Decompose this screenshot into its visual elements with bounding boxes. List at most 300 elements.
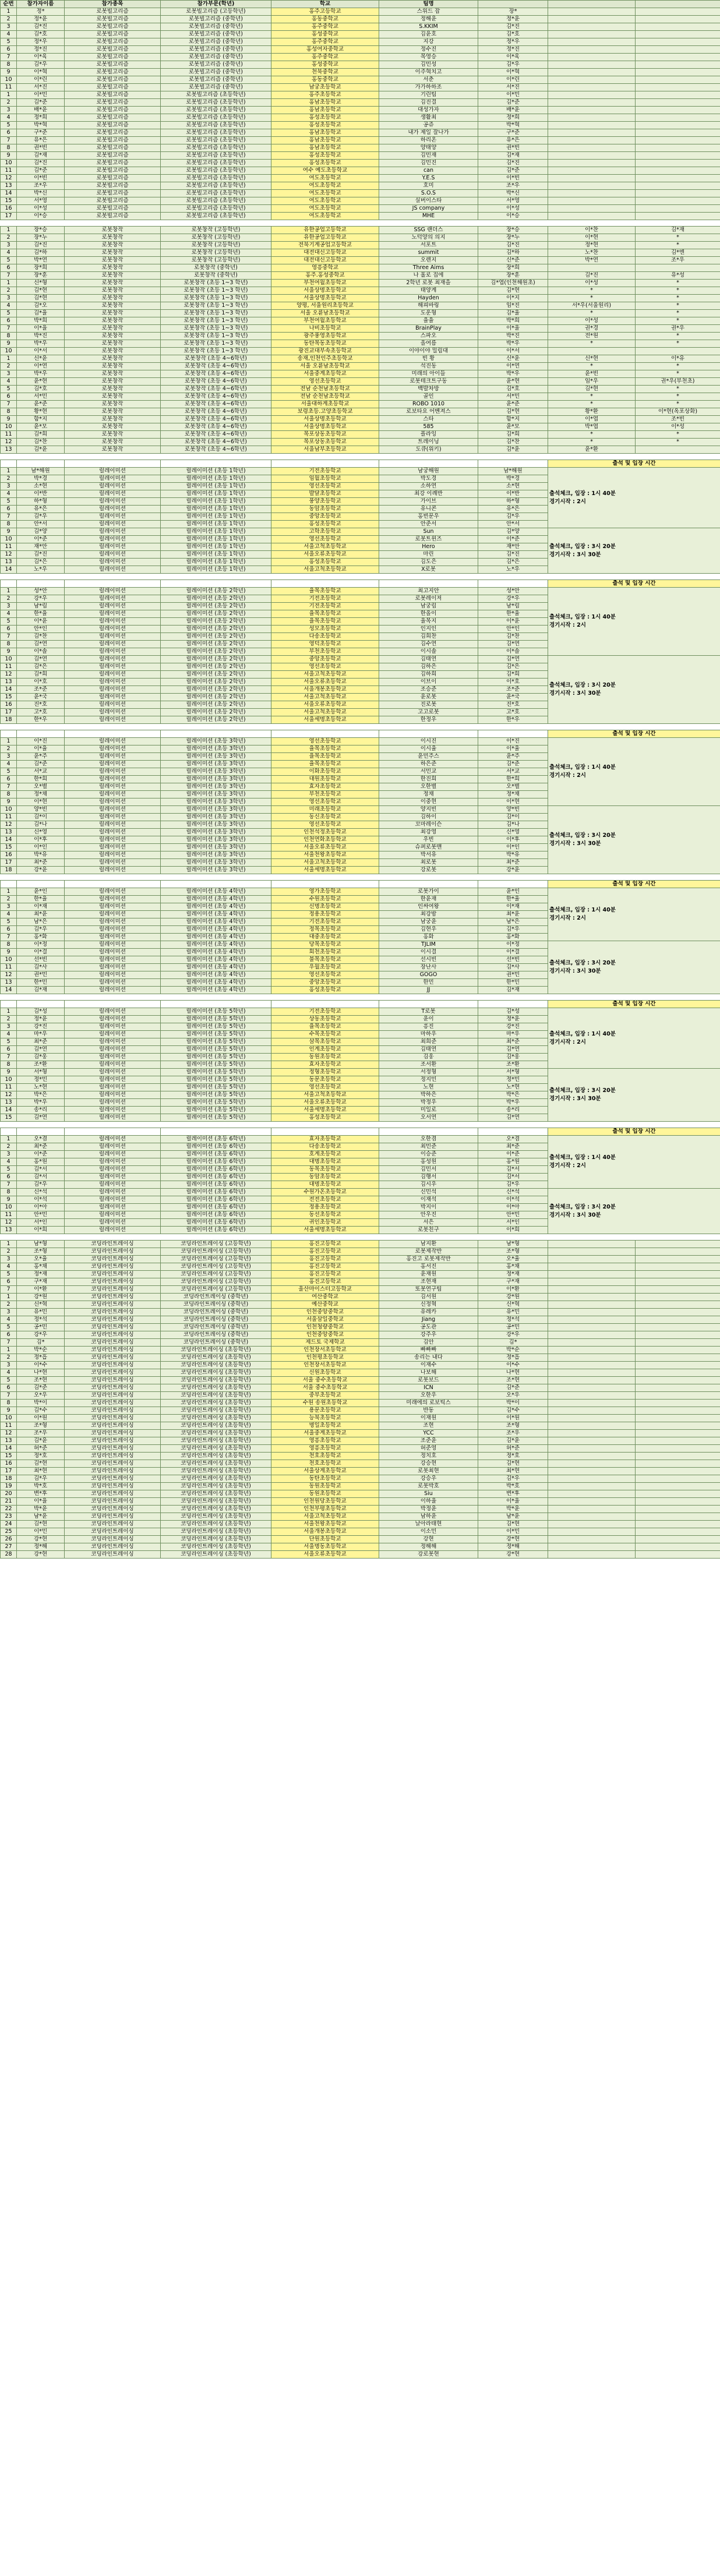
- cell[interactable]: 9: [1, 949, 17, 956]
- cell[interactable]: 릴레이미션: [65, 1166, 161, 1174]
- cell[interactable]: 남*윤: [17, 1513, 65, 1521]
- cell[interactable]: 6: [1, 46, 17, 54]
- cell[interactable]: *: [636, 340, 720, 348]
- cell[interactable]: 강*현: [478, 1551, 548, 1559]
- cell[interactable]: 서*민: [17, 393, 65, 401]
- cell[interactable]: 조*현: [17, 1377, 65, 1384]
- cell[interactable]: 허준영: [379, 1445, 478, 1453]
- cell[interactable]: 박정윤: [379, 1506, 478, 1513]
- cell[interactable]: MHE: [379, 213, 478, 220]
- cell[interactable]: 조준윤: [379, 1437, 478, 1445]
- cell[interactable]: 김*호: [17, 31, 65, 38]
- cell[interactable]: 11: [1, 84, 17, 91]
- cell[interactable]: 1: [1, 738, 17, 745]
- cell[interactable]: 이*환: [17, 1286, 65, 1294]
- cell[interactable]: 릴레이미션: [65, 836, 161, 844]
- cell[interactable]: 김*희: [17, 431, 65, 439]
- cell[interactable]: 릴레이미션 (초등 4학년): [161, 918, 271, 926]
- cell[interactable]: 13: [1, 829, 17, 836]
- cell[interactable]: Sun: [379, 528, 478, 536]
- cell[interactable]: 영선초등학교: [271, 536, 379, 543]
- cell[interactable]: 이*아: [478, 1204, 548, 1211]
- cell[interactable]: 노현: [379, 1084, 478, 1091]
- cell[interactable]: 도큐(위키): [379, 446, 478, 454]
- cell[interactable]: 율목초등학교: [271, 618, 379, 626]
- cell[interactable]: 로봇트윈즈: [379, 536, 478, 543]
- cell[interactable]: 8: [1, 408, 17, 416]
- cell[interactable]: 조*환: [478, 1061, 548, 1069]
- cell[interactable]: 김*이: [478, 814, 548, 821]
- cell[interactable]: [548, 31, 636, 38]
- cell[interactable]: 홍성초등학교: [271, 1114, 379, 1122]
- cell[interactable]: 6: [1, 506, 17, 513]
- cell[interactable]: 서울오류초등학교: [271, 679, 379, 686]
- cell[interactable]: 유*민: [17, 1309, 65, 1316]
- cell[interactable]: 이*원: [17, 1415, 65, 1422]
- cell[interactable]: 로봇창작: [65, 333, 161, 340]
- cell[interactable]: 1: [1, 91, 17, 99]
- cell[interactable]: 김*현: [17, 287, 65, 295]
- cell[interactable]: 신명초등학교: [271, 903, 379, 911]
- cell[interactable]: 로봇빌고리즘 (초등학년): [161, 167, 271, 175]
- cell[interactable]: 남*림: [17, 603, 65, 610]
- cell[interactable]: 로봇빌고리즘 (중학년): [161, 61, 271, 69]
- cell[interactable]: [548, 54, 636, 61]
- cell[interactable]: 정치호: [379, 1453, 478, 1460]
- cell[interactable]: 13: [1, 446, 17, 454]
- cell[interactable]: *: [636, 333, 720, 340]
- cell[interactable]: 기전초등학교: [271, 603, 379, 610]
- cell[interactable]: 코딩라인트레이싱 (초등학년): [161, 1362, 271, 1369]
- cell[interactable]: [636, 1331, 720, 1339]
- cell[interactable]: 회천초등학교: [271, 949, 379, 956]
- cell[interactable]: 10: [1, 536, 17, 543]
- cell[interactable]: 로봇빌고리즘: [65, 46, 161, 54]
- cell[interactable]: 백발차방: [379, 386, 478, 393]
- cell[interactable]: 6: [1, 129, 17, 137]
- cell[interactable]: [636, 1460, 720, 1468]
- cell[interactable]: 인천중앙중학교: [271, 1309, 379, 1316]
- cell[interactable]: 김*진: [17, 551, 65, 559]
- cell[interactable]: 대중초등학교: [271, 934, 379, 941]
- cell[interactable]: 로봇빌고리즘 (중학년): [161, 31, 271, 38]
- cell[interactable]: 코딩라인트레이싱 (고등학년): [161, 1263, 271, 1271]
- cell[interactable]: 릴레이미션: [65, 1099, 161, 1107]
- cell[interactable]: 인천중앙중학교: [271, 1331, 379, 1339]
- cell[interactable]: 영가초등학교: [271, 888, 379, 896]
- cell[interactable]: 로봇창작 (초등 1~3 학년): [161, 325, 271, 333]
- cell[interactable]: 서울상계초등학교: [271, 1468, 379, 1475]
- cell[interactable]: 김희찬: [379, 633, 478, 641]
- cell[interactable]: [636, 205, 720, 213]
- cell[interactable]: GOGO: [379, 971, 478, 979]
- cell[interactable]: 남*해원: [17, 468, 65, 475]
- cell[interactable]: [548, 76, 636, 84]
- cell[interactable]: 이*현(옥포상화): [636, 408, 720, 416]
- cell[interactable]: 강*현: [478, 1536, 548, 1543]
- cell[interactable]: 로봇빌고리즘 (초등학년): [161, 175, 271, 182]
- cell[interactable]: 기전초등학교: [271, 1008, 379, 1016]
- cell[interactable]: 릴레이미션: [65, 1054, 161, 1061]
- cell[interactable]: 구*재: [17, 1278, 65, 1286]
- cell[interactable]: *: [548, 287, 636, 295]
- cell[interactable]: 영흥초등학교: [271, 1437, 379, 1445]
- cell[interactable]: 4: [1, 31, 17, 38]
- cell[interactable]: 릴레이미션: [65, 1084, 161, 1091]
- cell[interactable]: 김*성: [478, 1008, 548, 1016]
- cell[interactable]: 13: [1, 1437, 17, 1445]
- cell[interactable]: 홍진고등학교: [271, 1271, 379, 1278]
- cell[interactable]: 정*희: [17, 114, 65, 122]
- cell[interactable]: [548, 137, 636, 144]
- cell[interactable]: 김*엔: [636, 249, 720, 257]
- cell[interactable]: 이*준: [17, 1151, 65, 1158]
- cell[interactable]: [636, 152, 720, 160]
- cell[interactable]: 당목초등학교: [271, 941, 379, 949]
- cell[interactable]: 영선초등학교: [271, 483, 379, 490]
- cell[interactable]: 11: [1, 1211, 17, 1219]
- cell[interactable]: 김*윤: [17, 446, 65, 454]
- cell[interactable]: 김*은: [478, 663, 548, 671]
- cell[interactable]: 이*인: [17, 844, 65, 851]
- cell[interactable]: 1: [1, 355, 17, 363]
- cell[interactable]: 홍성여자중학교: [271, 46, 379, 54]
- cell[interactable]: 15: [1, 197, 17, 205]
- cell[interactable]: 릴레이미션: [65, 1114, 161, 1122]
- cell[interactable]: 1: [1, 1008, 17, 1016]
- cell[interactable]: 박*윤: [17, 1506, 65, 1513]
- cell[interactable]: 2학년 로봇 최재을: [379, 280, 478, 287]
- cell[interactable]: 박정우: [379, 1099, 478, 1107]
- cell[interactable]: 윤*현: [478, 378, 548, 386]
- cell[interactable]: 서*교: [478, 768, 548, 776]
- cell[interactable]: [548, 1316, 636, 1324]
- cell[interactable]: 로봇창작: [65, 386, 161, 393]
- cell[interactable]: 강*우: [478, 1331, 548, 1339]
- cell[interactable]: 코딩라인트레이싱: [65, 1453, 161, 1460]
- cell[interactable]: 노*찬: [548, 249, 636, 257]
- cell[interactable]: 코딩라인트레이싱 (초등학년): [161, 1528, 271, 1536]
- cell[interactable]: [548, 1430, 636, 1437]
- cell[interactable]: 김*연: [17, 641, 65, 648]
- cell[interactable]: 김*은: [17, 559, 65, 566]
- cell[interactable]: 릴레이미션: [65, 483, 161, 490]
- cell[interactable]: 로봇빌고리즘: [65, 91, 161, 99]
- cell[interactable]: 홍성중학교: [271, 61, 379, 69]
- cell[interactable]: [1, 460, 17, 468]
- cell[interactable]: 5: [1, 257, 17, 264]
- cell[interactable]: 김*연: [478, 641, 548, 648]
- cell[interactable]: 15: [1, 694, 17, 701]
- cell[interactable]: 릴레이미션 (초등 5학년): [161, 1054, 271, 1061]
- cell[interactable]: 코딩라인트레이싱 (고등학년): [161, 1256, 271, 1263]
- cell[interactable]: 코딩라인트레이싱: [65, 1248, 161, 1256]
- cell[interactable]: [636, 1483, 720, 1490]
- cell[interactable]: 25: [1, 1528, 17, 1536]
- cell[interactable]: 이화초등학교: [271, 768, 379, 776]
- cell[interactable]: 로봇창작 (초등 4~6학년): [161, 393, 271, 401]
- cell[interactable]: 김*수: [478, 1407, 548, 1415]
- cell[interactable]: 릴레이미션 (초등 5학년): [161, 1061, 271, 1069]
- cell[interactable]: [17, 881, 65, 888]
- cell[interactable]: 남궁림: [379, 603, 478, 610]
- cell[interactable]: 장*희: [17, 264, 65, 272]
- cell[interactable]: 이*반: [17, 490, 65, 498]
- cell[interactable]: 소하연: [379, 483, 478, 490]
- cell[interactable]: 로봇빌고리즘: [65, 213, 161, 220]
- cell[interactable]: *: [548, 340, 636, 348]
- cell[interactable]: 강승현: [379, 1460, 478, 1468]
- cell[interactable]: 서울세명초등학교: [271, 1107, 379, 1114]
- cell[interactable]: 진*호: [478, 701, 548, 709]
- cell[interactable]: 제드토 국제학교: [271, 1339, 379, 1347]
- cell[interactable]: 로봇테크트구동: [379, 378, 478, 386]
- cell[interactable]: 보령초등.고양초등학교: [271, 408, 379, 416]
- cell[interactable]: 27: [1, 1543, 17, 1551]
- cell[interactable]: 릴레이미션: [65, 1046, 161, 1054]
- cell[interactable]: 김민재: [379, 152, 478, 160]
- cell[interactable]: BrainPlay: [379, 325, 478, 333]
- cell[interactable]: 박*호: [478, 1483, 548, 1490]
- cell[interactable]: 김민진: [379, 160, 478, 167]
- cell[interactable]: 릴레이미션 (초등 5학년): [161, 1084, 271, 1091]
- cell[interactable]: 김*호: [17, 386, 65, 393]
- cell[interactable]: 코딩라인트레이싱: [65, 1513, 161, 1521]
- cell[interactable]: 김수연: [379, 641, 478, 648]
- cell[interactable]: 릴레이미션: [65, 791, 161, 798]
- cell[interactable]: 서울중계초등학교: [271, 370, 379, 378]
- cell[interactable]: 김*희: [478, 671, 548, 679]
- cell[interactable]: [636, 167, 720, 175]
- cell[interactable]: 릴레이미션 (초등 2학년): [161, 648, 271, 656]
- cell[interactable]: 24: [1, 1521, 17, 1528]
- cell[interactable]: 서울고척초등학교: [271, 709, 379, 716]
- cell[interactable]: 릴레이미션: [65, 949, 161, 956]
- cell[interactable]: [548, 1392, 636, 1400]
- cell[interactable]: T로봇: [379, 1008, 478, 1016]
- cell[interactable]: 고학초등학교: [271, 528, 379, 536]
- cell[interactable]: [636, 91, 720, 99]
- cell[interactable]: 김*준: [17, 761, 65, 768]
- cell[interactable]: 김*사: [478, 964, 548, 971]
- cell[interactable]: 로봇창작: [65, 272, 161, 280]
- cell[interactable]: 릴레이미션: [65, 941, 161, 949]
- cell[interactable]: 코딩라인트레이싱 (중학년): [161, 1294, 271, 1301]
- cell[interactable]: [548, 122, 636, 129]
- cell[interactable]: 코딩라인트레이싱 (중학년): [161, 1324, 271, 1331]
- cell[interactable]: 홍*원: [17, 1158, 65, 1166]
- cell[interactable]: 강*우: [17, 1331, 65, 1339]
- cell[interactable]: 릴레이미션: [65, 821, 161, 829]
- cell[interactable]: 김*우: [17, 1181, 65, 1189]
- cell[interactable]: 릴레이미션 (초등 5학년): [161, 1031, 271, 1038]
- cell[interactable]: [548, 1445, 636, 1453]
- cell[interactable]: 수원가온초등학교: [271, 1189, 379, 1196]
- cell[interactable]: 정해윤: [379, 16, 478, 23]
- cell[interactable]: [636, 1445, 720, 1453]
- cell[interactable]: 빈 황: [379, 355, 478, 363]
- cell[interactable]: 14: [1, 987, 17, 994]
- cell[interactable]: 홍주초등학교: [271, 91, 379, 99]
- cell[interactable]: 릴레이미션: [65, 918, 161, 926]
- cell[interactable]: 8: [1, 941, 17, 949]
- cell[interactable]: 코딩라인트레이싱 (중학년): [161, 1331, 271, 1339]
- cell[interactable]: 오한겸: [379, 1136, 478, 1143]
- cell[interactable]: 코딩라인트레이싱: [65, 1354, 161, 1362]
- cell[interactable]: 최*준: [478, 1143, 548, 1151]
- cell[interactable]: 홍남초등학교: [271, 99, 379, 107]
- cell[interactable]: 서울오류초등학교: [271, 701, 379, 709]
- cell[interactable]: 강로봇: [379, 867, 478, 874]
- cell[interactable]: 로봇빌고리즘 (중학년): [161, 76, 271, 84]
- cell[interactable]: 코딩라인트레이싱 (초등학년): [161, 1377, 271, 1384]
- cell[interactable]: 인천연화초등학교: [271, 836, 379, 844]
- cell[interactable]: 정*민: [17, 1076, 65, 1084]
- cell[interactable]: 릴레이미션: [65, 626, 161, 633]
- cell[interactable]: [636, 190, 720, 197]
- cell[interactable]: 인천평초등학교: [271, 1354, 379, 1362]
- cell[interactable]: 이*윤: [17, 618, 65, 626]
- cell[interactable]: 릴레이미션: [65, 566, 161, 574]
- cell[interactable]: 릴레이미션 (초등 4학년): [161, 971, 271, 979]
- cell[interactable]: *: [636, 242, 720, 249]
- cell[interactable]: 마*우: [17, 1031, 65, 1038]
- cell[interactable]: [636, 1301, 720, 1309]
- cell[interactable]: 김도은: [379, 559, 478, 566]
- cell[interactable]: 영선초등학교: [271, 378, 379, 386]
- cell[interactable]: 조*형: [17, 1248, 65, 1256]
- cell[interactable]: 릴레이미션: [65, 1038, 161, 1046]
- cell[interactable]: 임*진: [478, 302, 548, 310]
- cell[interactable]: 18: [1, 867, 17, 874]
- cell[interactable]: 하*형: [478, 498, 548, 506]
- cell[interactable]: 15: [1, 1453, 17, 1460]
- cell[interactable]: 기전초등학교: [271, 918, 379, 926]
- cell[interactable]: 황*현: [17, 408, 65, 416]
- cell[interactable]: 신*혁: [17, 1301, 65, 1309]
- cell[interactable]: 홍화: [379, 934, 478, 941]
- cell[interactable]: [548, 182, 636, 190]
- cell[interactable]: *: [636, 363, 720, 370]
- cell[interactable]: 이*준: [17, 536, 65, 543]
- cell[interactable]: 릴레이미션: [65, 559, 161, 566]
- cell[interactable]: 미래에의 로보틱스: [379, 1400, 478, 1407]
- cell[interactable]: 정*윤: [478, 1016, 548, 1023]
- cell[interactable]: 이*성: [478, 205, 548, 213]
- cell[interactable]: 10: [1, 76, 17, 84]
- cell[interactable]: [548, 1422, 636, 1430]
- cell[interactable]: [636, 122, 720, 129]
- cell[interactable]: 릴레이미션 (초등 2학년): [161, 618, 271, 626]
- cell[interactable]: 김*우: [478, 1475, 548, 1483]
- cell[interactable]: 한*율: [17, 610, 65, 618]
- cell[interactable]: 김*희: [478, 431, 548, 439]
- cell[interactable]: 유한공업고등학교: [271, 234, 379, 242]
- cell[interactable]: 남궁초등학교: [271, 84, 379, 91]
- cell[interactable]: 서울세명초등학교: [271, 716, 379, 724]
- cell[interactable]: 이시솔: [379, 648, 478, 656]
- header-cell[interactable]: [636, 1, 720, 8]
- cell[interactable]: 로봇빌고리즘: [65, 182, 161, 190]
- cell[interactable]: 로봇친구: [379, 1227, 478, 1234]
- cell[interactable]: 최*준: [478, 1038, 548, 1046]
- cell[interactable]: 유니콘: [379, 506, 478, 513]
- cell[interactable]: 릴레이미션 (초등 4학년): [161, 941, 271, 949]
- cell[interactable]: 이*수: [478, 1362, 548, 1369]
- cell[interactable]: [548, 1301, 636, 1309]
- cell[interactable]: 릴레이미션 (초등 4학년): [161, 888, 271, 896]
- cell[interactable]: JJ: [379, 987, 478, 994]
- cell[interactable]: 김*나: [17, 821, 65, 829]
- cell[interactable]: 10: [1, 1076, 17, 1084]
- cell[interactable]: 김*율: [17, 310, 65, 317]
- cell[interactable]: [271, 881, 379, 888]
- cell[interactable]: 릴레이미션: [65, 588, 161, 595]
- cell[interactable]: 변*후: [17, 1490, 65, 1498]
- cell[interactable]: 김*사: [17, 964, 65, 971]
- cell[interactable]: [478, 580, 548, 588]
- cell[interactable]: 박*호: [17, 1483, 65, 1490]
- cell[interactable]: 정*: [17, 8, 65, 16]
- cell[interactable]: 릴레이미션: [65, 1204, 161, 1211]
- cell[interactable]: 안우진: [379, 1211, 478, 1219]
- cell[interactable]: 12: [1, 971, 17, 979]
- cell[interactable]: 오서연: [379, 1114, 478, 1122]
- cell[interactable]: [636, 1309, 720, 1316]
- cell[interactable]: 인천청량중학교: [271, 1324, 379, 1331]
- cell[interactable]: 로봇창작: [65, 446, 161, 454]
- cell[interactable]: 로봇창작: [65, 423, 161, 431]
- cell[interactable]: 로봇창작 (초등 1~3 학년): [161, 310, 271, 317]
- cell[interactable]: 17: [1, 1468, 17, 1475]
- cell[interactable]: 릴레이미션: [65, 618, 161, 626]
- cell[interactable]: 서*진: [478, 84, 548, 91]
- cell[interactable]: 7: [1, 1286, 17, 1294]
- cell[interactable]: 14: [1, 1445, 17, 1453]
- cell[interactable]: 율목초등학교: [271, 761, 379, 768]
- cell[interactable]: 릴레이미션 (초등 6학년): [161, 1151, 271, 1158]
- cell[interactable]: [548, 167, 636, 175]
- cell[interactable]: [379, 1001, 478, 1008]
- cell[interactable]: 코딩라인트레이싱: [65, 1468, 161, 1475]
- cell[interactable]: 우빈: [379, 836, 478, 844]
- cell[interactable]: 7: [1, 1339, 17, 1347]
- cell[interactable]: 7: [1, 513, 17, 521]
- cell[interactable]: 로봇창작 (고등학년): [161, 227, 271, 234]
- cell[interactable]: 박*신: [478, 190, 548, 197]
- cell[interactable]: 권*우(부천초): [636, 378, 720, 386]
- cell[interactable]: 김*진: [17, 242, 65, 249]
- cell[interactable]: 5: [1, 1038, 17, 1046]
- cell[interactable]: 단원초등학교: [271, 1536, 379, 1543]
- cell[interactable]: 인천석정초등학교: [271, 829, 379, 836]
- cell[interactable]: 박지이: [379, 1204, 478, 1211]
- cell[interactable]: 박*진: [478, 333, 548, 340]
- cell[interactable]: 김*재: [17, 987, 65, 994]
- cell[interactable]: 로봇창작 (초등 1~3 학년): [161, 302, 271, 310]
- cell[interactable]: 동목초등학교: [271, 1166, 379, 1174]
- cell[interactable]: 로봇창작 (초등 1~3 학년): [161, 287, 271, 295]
- cell[interactable]: *: [548, 363, 636, 370]
- cell[interactable]: 실버이스타: [379, 197, 478, 205]
- cell[interactable]: 릴레이미션 (초등 2학년): [161, 656, 271, 663]
- cell[interactable]: 5: [1, 386, 17, 393]
- cell[interactable]: 한*희: [478, 776, 548, 783]
- cell[interactable]: 홍주고등학교: [271, 8, 379, 16]
- cell[interactable]: 서울천왕초등학교: [271, 1521, 379, 1528]
- cell[interactable]: 9: [1, 1196, 17, 1204]
- cell[interactable]: 코딩라인트레이싱 (고등학년): [161, 1271, 271, 1278]
